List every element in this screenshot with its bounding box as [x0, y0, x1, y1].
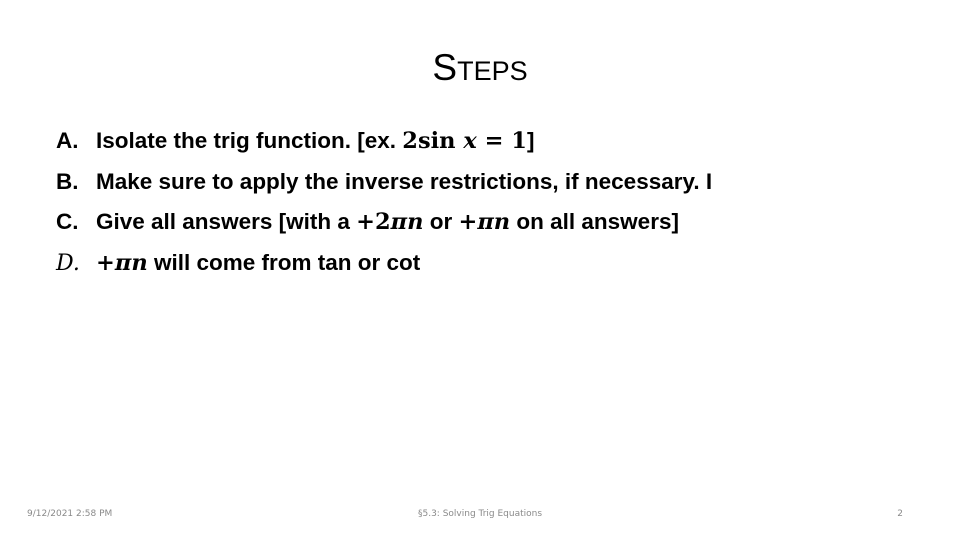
- step-text: [96, 128, 534, 154]
- step-marker: D.: [56, 250, 80, 276]
- period-pi-n: [96, 250, 148, 276]
- title-rest: TEPS: [457, 56, 528, 86]
- math-variable: n: [493, 209, 511, 235]
- step-c: [56, 209, 936, 250]
- math-prefix: +: [458, 209, 478, 235]
- step-text-part: Isolate the trig function. [ex.: [96, 128, 403, 153]
- footer-section-title: §5.3: Solving Trig Equations: [417, 509, 543, 519]
- math-pi: π: [477, 209, 494, 235]
- math-pi: π: [114, 249, 132, 276]
- step-text: Make sure to apply the inverse restrictions, if necessary. I: [96, 168, 713, 194]
- footer-date: 9/12/2021 2:58 PM: [27, 509, 113, 519]
- step-text-part: on all answers]: [510, 209, 679, 234]
- step-marker: C.: [56, 209, 79, 234]
- math-function: sin: [417, 128, 464, 154]
- math-variable: n: [407, 209, 424, 235]
- step-text-part: ]: [526, 128, 535, 153]
- math-variable: n: [131, 249, 148, 276]
- step-text-part: will come from tan or cot: [147, 249, 421, 275]
- period-pi-n: [458, 209, 510, 235]
- math-prefix: +: [96, 249, 115, 276]
- footer-page-number: 2: [897, 509, 903, 519]
- example-equation: [402, 128, 527, 154]
- math-number: 2: [402, 128, 418, 154]
- step-text-part: or: [423, 209, 459, 234]
- step-d: [56, 250, 936, 291]
- math-prefix: +2: [356, 209, 391, 235]
- step-marker: A.: [56, 128, 79, 153]
- step-text-part: Give all answers [with a: [96, 209, 357, 234]
- step-text: [96, 209, 679, 235]
- math-equals: = 1: [476, 128, 527, 154]
- math-variable: x: [463, 128, 477, 154]
- step-a: [56, 128, 936, 169]
- step-b: [56, 169, 936, 210]
- title-initial: S: [432, 47, 458, 88]
- step-text: [96, 250, 420, 276]
- period-2pi-n: [356, 209, 423, 235]
- slide-title: [0, 46, 960, 93]
- math-pi: π: [390, 209, 408, 235]
- steps-list: [56, 128, 936, 290]
- step-marker: B.: [56, 168, 79, 194]
